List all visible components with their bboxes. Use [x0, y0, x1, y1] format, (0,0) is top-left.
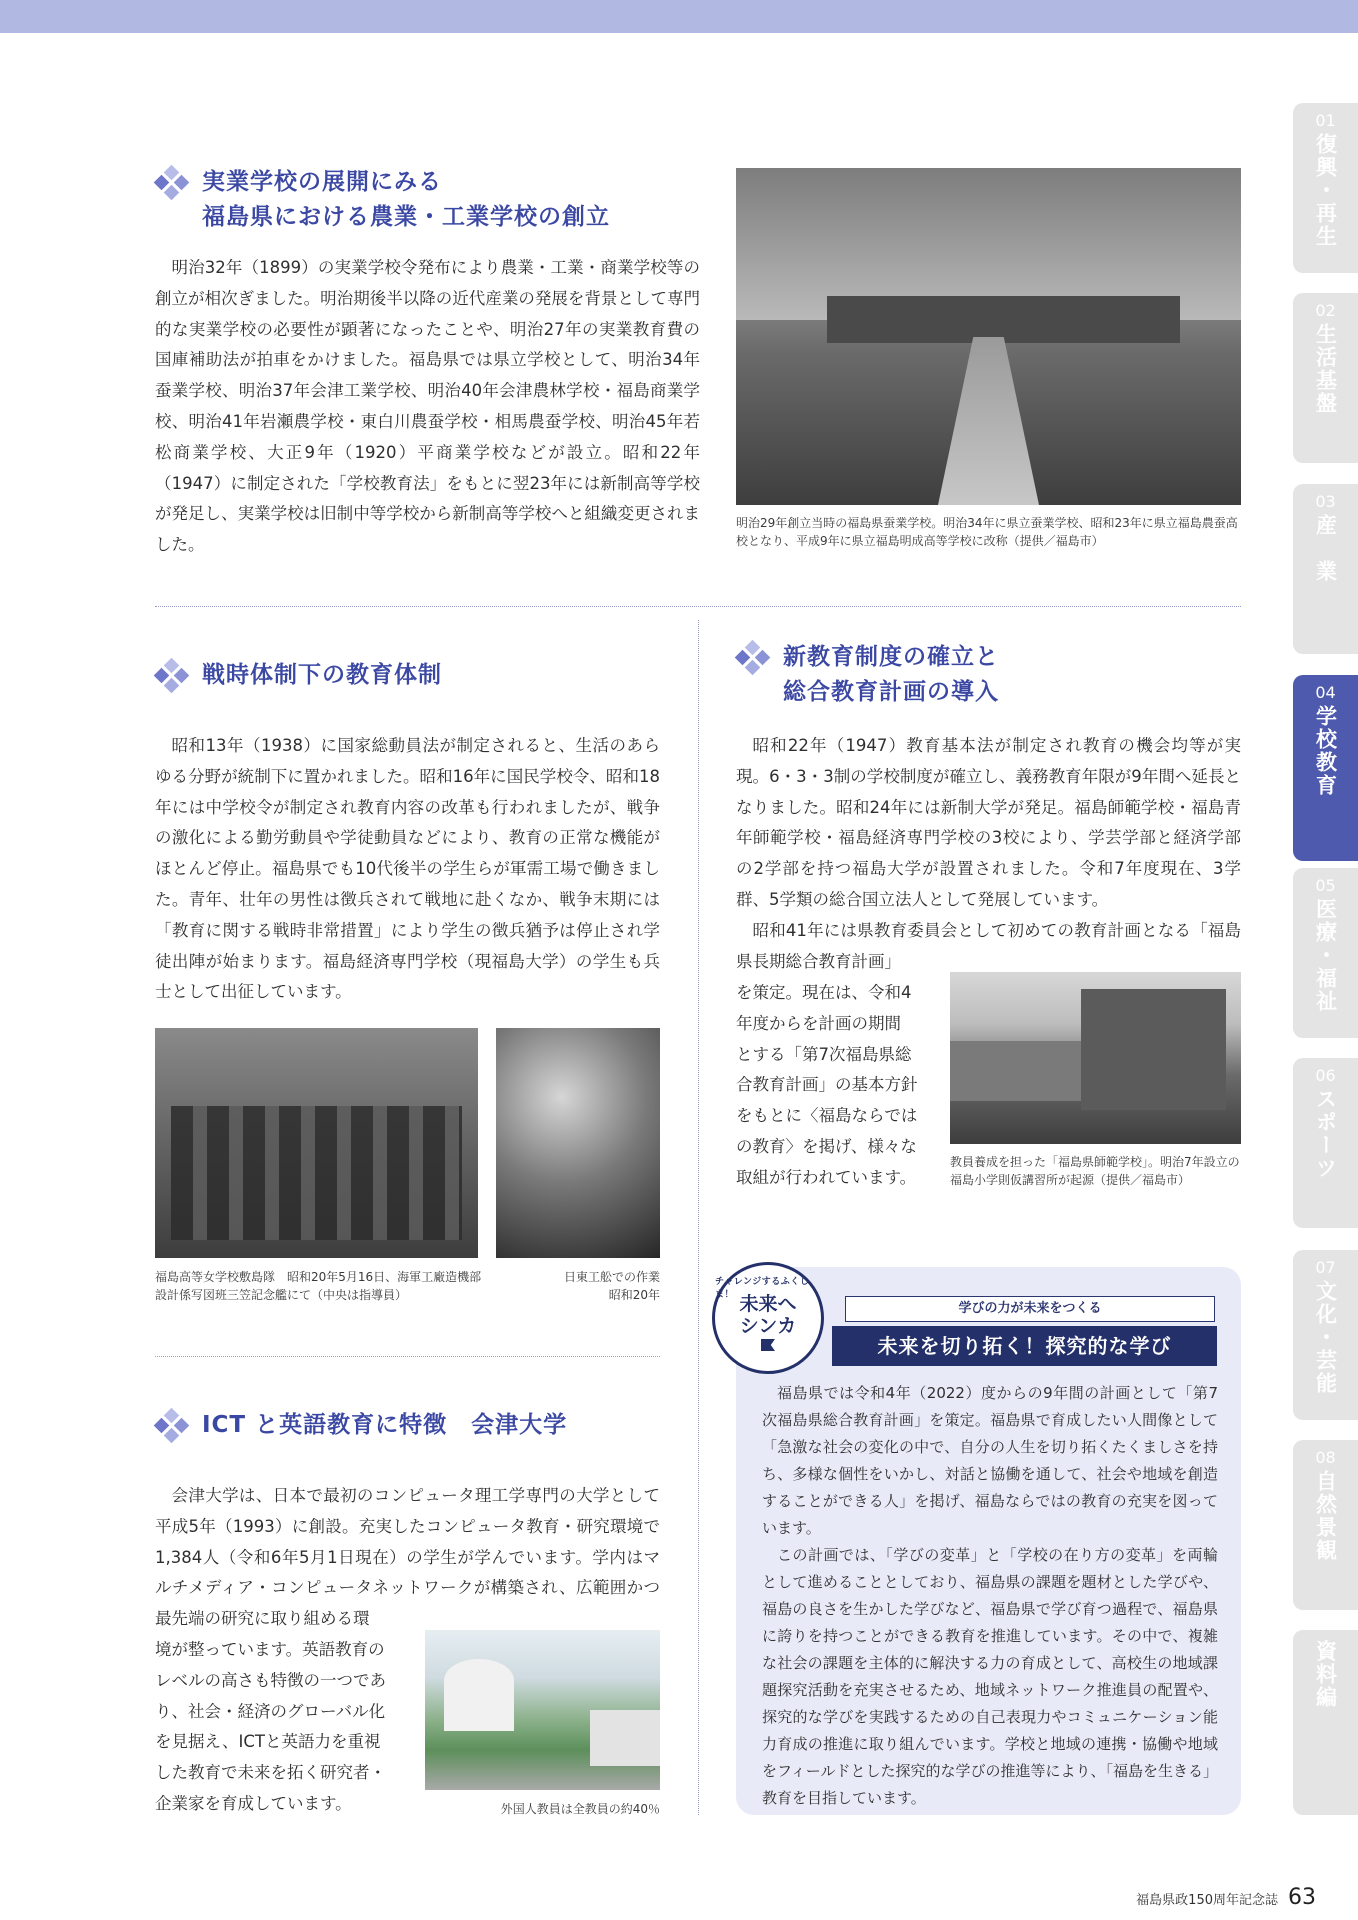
photo-caption: 教員養成を担った「福島県師範学校」。明治7年設立の福島小学則仮講習所が起源（提供／福島市）: [950, 1155, 1240, 1187]
challenge-body: 福島県では令和4年（2022）度からの9年間の計画として「第7次福島県総合教育計画」を策定。福島県で育成したい人間像として「急激な社会の変化の中で、自分の人生を切り拓くたくましさを持ち、多様な個性をいかし、対話と協働を通して、社会や地域を創造することができる人」を掲げ、福島ならではの教育の充実を図っています。 この計画では、「学びの変革」と「学校の在り方の変革」を両輪として進めることとしており、福島県の課題を題材とした学びや、福島の良さを生かした学びなど、福島県で学び育つ過程で、福島県に誇りを持つことができる教育を推進しています。その中で、複雑な社会の課題を主体的に解決する力の育成として、高校生の地域課題探究活動を充実させるため、地域ネットワーク推進員の配置や、探究的な学びを実践するための自己表現力やコミュニケーション能力育成の推進に取り組んでいます。学校と地域の連携・協働や地域をフィールドとした探究的な学びの推進等により、「福島を生きる」教育を目指しています。: [762, 1384, 1219, 1807]
tab-nature[interactable]: 08 自然景観: [1293, 1440, 1358, 1610]
section1-body: 明治32年（1899）の実業学校令発布により農業・工業・商業学校等の創立が相次ぎました。明治期後半以降の近代産業の発展を背景として専門的な実業学校の必要性が顕著になったことや、明治27年の実業教育費の国庫補助法が拍車をかけました。福島県では県立学校として、明治34年蚕業学校、明治37年会津工業学校、明治40年会津農林学校・福島商業学校、明治41年岩瀬農学校・東白川農蚕学校・相馬農蚕学校、明治45年若松商業学校、大正9年（1920）平商業学校などが設立。昭和22年（1947）に制定された「学校教育法」をもとに翌23年には新制高等学校が発足し、実業学校は旧制中等学校から新制高等学校へと組織変更されました。: [155, 258, 700, 555]
sericulture-school-photo: [736, 168, 1241, 505]
tab-industry[interactable]: 03 産 業: [1293, 484, 1358, 654]
top-color-bar: [0, 0, 1358, 33]
girls-school-unit-photo: [155, 1028, 478, 1258]
challenge-subtitle: 学びの力が未来をつくる: [845, 1296, 1215, 1322]
tab-infrastructure[interactable]: 02 生活基盤: [1293, 293, 1358, 463]
tab-school-education[interactable]: 04 学校教育: [1293, 675, 1358, 861]
aizu-university-photo: [425, 1630, 660, 1790]
section2-body: 昭和13年（1938）に国家総動員法が制定されると、生活のあらゆる分野が統制下に置かれました。昭和16年に国民学校令、昭和18年には中学校令が制定され教育内容の改革も行われましたが、戦争の激化による勤労動員や学徒動員などにより、教育の正常な機能がほとんど停止。福島県でも10代後半の学生らが軍需工場で働きました。青年、壮年の男性は徴兵されて戦地に赴くなか、戦争末期には「教育に関する戦時非常措置」により学生の徴兵猶予は停止され学徒出陣が始まります。福島経済専門学校（現福島大学）の学生も兵士として出征しています。: [155, 736, 660, 1002]
heading-line: 実業学校の展開にみる: [202, 169, 442, 195]
heading-line: 福島県における農業・工業学校の創立: [202, 204, 610, 230]
tab-appendix[interactable]: 資料編: [1293, 1630, 1358, 1815]
flag-icon: [761, 1339, 775, 1351]
photo-caption: 明治29年創立当時の福島県蚕業学校。明治34年に県立蚕業学校、昭和23年に県立福島農蚕高校となり、平成9年に県立福島明成高等学校に改称（提供／福島市）: [736, 516, 1238, 548]
page-number: 63: [1288, 1885, 1316, 1910]
diamond-icon: [152, 1408, 192, 1448]
section-heading-vocational-schools: [152, 165, 610, 235]
diamond-icon: [733, 640, 773, 680]
column-divider: [698, 620, 699, 1815]
photo-caption: 福島高等女学校敷島隊 昭和20年5月16日、海軍工廠造機部設計係写図班三笠記念艦にて（中央は指導員）: [155, 1270, 482, 1302]
section-heading-wartime: [152, 658, 442, 698]
heading-line: 総合教育計画の導入: [783, 679, 999, 705]
page-footer: [1136, 1885, 1316, 1910]
tab-sports[interactable]: 06 スポーツ: [1293, 1058, 1358, 1228]
challenge-badge: チャレンジするふくしま！ 未来へ シンカ: [712, 1262, 824, 1374]
section4-body: 会津大学は、日本で最初のコンピュータ理工学専門の大学として平成5年（1993）に創設。充実したコンピュータ教育・研究環境で1,384人（令和6年5月1日現在）の学生が学んでいます。学内はマルチメディア・コンピュータネットワークが構築され、広範囲かつ最先端の研究に取り組める環: [155, 1486, 660, 1629]
diamond-icon: [152, 658, 192, 698]
tab-culture[interactable]: 07 文化・芸能: [1293, 1250, 1358, 1420]
heading-text: 戦時体制下の教育体制: [202, 662, 442, 688]
tab-recovery[interactable]: 01 復興・再生: [1293, 103, 1358, 273]
section3-body-narrow: を策定。現在は、令和4 年度からを計画の期間 とする「第7次福島県総 合教育計画」の基本方針 をもとに〈福島ならでは の教育〉を掲げ、様々な 取組が行われています。: [736, 983, 918, 1187]
photo-caption: 外国人教員は全教員の約40％: [500, 1802, 660, 1816]
diamond-icon: [152, 165, 192, 205]
section-divider: [155, 1356, 660, 1357]
heading-text: ICT と英語教育に特徴 会津大学: [202, 1412, 568, 1438]
section-divider: [155, 606, 1241, 607]
factory-work-photo: [496, 1028, 660, 1258]
publication-title: 福島県政150周年記念誌: [1136, 1893, 1278, 1908]
section3-body: 昭和22年（1947）教育基本法が制定され教育の機会均等が実現。6・3・3制の学校制度が確立し、義務教育年限が9年間へ延長となりました。昭和24年には新制大学が発足。福島師範学校・福島青年師範学校・福島経済専門学校の3校により、学芸学部と経済学部の2学部を持つ福島大学が設置されました。令和7年度現在、3学群、5学類の総合国立法人として発展しています。 昭和41年には県教育委員会として初めての教育計画となる「福島県長期総合教育計画」: [736, 736, 1241, 971]
photo-caption: 日東工舩での作業 昭和20年: [563, 1270, 660, 1302]
tab-medical-welfare[interactable]: 05 医療・福祉: [1293, 868, 1358, 1038]
section-heading-aizu-university: [152, 1408, 567, 1448]
challenge-title: 未来を切り拓く！探究的な学び: [832, 1326, 1217, 1366]
section4-body-narrow: 境が整っています。英語教育の レベルの高さも特徴の一つであ り、社会・経済のグローバル化 を見据え、ICTと英語力を重視 した教育で未来を拓く研究者・ 企業家を育成しています。: [155, 1640, 386, 1813]
section-heading-new-education: [733, 640, 999, 710]
normal-school-photo: [950, 972, 1241, 1144]
heading-line: 新教育制度の確立と: [783, 644, 999, 670]
